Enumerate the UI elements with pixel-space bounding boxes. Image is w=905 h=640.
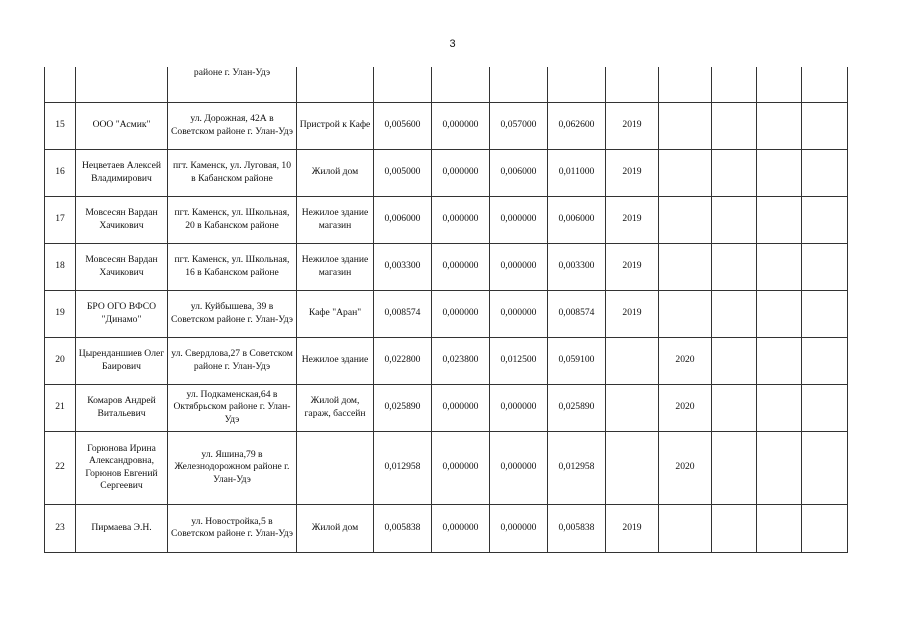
table-row (45, 149, 848, 196)
value-3-cell: 0,006000 (490, 149, 548, 196)
empty-cell (712, 149, 757, 196)
year-2019-cell: 2019 (606, 196, 659, 243)
row-number-cell: 23 (45, 504, 76, 552)
row-number-cell: 15 (45, 102, 76, 149)
empty-cell (757, 384, 802, 431)
empty-cell (757, 290, 802, 337)
object-type-cell: Жилой дом (297, 504, 374, 552)
empty-cell (802, 243, 848, 290)
empty-cell (712, 384, 757, 431)
year-2019-cell (606, 337, 659, 384)
value-2-cell: 0,000000 (432, 102, 490, 149)
address-cell: ул. Новостройка,5 в Советском районе г. Улан-Удэ (168, 504, 297, 552)
address-cell: пгт. Каменск, ул. Школьная, 16 в Кабанском районе (168, 243, 297, 290)
value-3-cell: 0,000000 (490, 290, 548, 337)
row-number-cell: 20 (45, 337, 76, 384)
empty-cell (802, 149, 848, 196)
value-3-cell: 0,057000 (490, 102, 548, 149)
owner-cell: Цыренданшиев Олег Баирович (76, 337, 168, 384)
owner-cell: БРО ОГО ВФСО "Динамо" (76, 290, 168, 337)
total-value-cell: 0,025890 (548, 384, 606, 431)
year-2019-cell: 2019 (606, 504, 659, 552)
year-2019-cell (606, 384, 659, 431)
empty-cell (802, 431, 848, 504)
value-1-cell: 0,005600 (374, 102, 432, 149)
value-1-cell: 0,005838 (374, 504, 432, 552)
empty-cell (712, 431, 757, 504)
total-value-cell: 0,006000 (548, 196, 606, 243)
year-2020-cell (659, 504, 712, 552)
value-3-cell: 0,000000 (490, 384, 548, 431)
value-3-cell: 0,000000 (490, 243, 548, 290)
value-1-cell: 0,025890 (374, 384, 432, 431)
table-row (45, 196, 848, 243)
total-value-cell: 0,003300 (548, 243, 606, 290)
empty-cell (712, 290, 757, 337)
row-number-cell: 16 (45, 149, 76, 196)
year-2019-cell (606, 67, 659, 102)
table-row (45, 384, 848, 431)
object-type-cell: Жилой дом, гараж, бассейн (297, 384, 374, 431)
owner-cell: Нецветаев Алексей Владимирович (76, 149, 168, 196)
value-2-cell: 0,000000 (432, 149, 490, 196)
value-1-cell: 0,006000 (374, 196, 432, 243)
row-number-cell: 22 (45, 431, 76, 504)
empty-cell (712, 102, 757, 149)
empty-cell (802, 384, 848, 431)
row-number-cell: 21 (45, 384, 76, 431)
row-number-cell: 18 (45, 243, 76, 290)
value-3-cell: 0,012500 (490, 337, 548, 384)
table-row (45, 504, 848, 552)
value-2-cell (432, 67, 490, 102)
empty-cell (802, 504, 848, 552)
empty-cell (802, 67, 848, 102)
empty-cell (802, 196, 848, 243)
total-value-cell: 0,012958 (548, 431, 606, 504)
year-2020-cell (659, 149, 712, 196)
total-value-cell: 0,062600 (548, 102, 606, 149)
value-3-cell: 0,000000 (490, 504, 548, 552)
value-2-cell: 0,000000 (432, 290, 490, 337)
table-row (45, 290, 848, 337)
object-type-cell: Пристрой к Кафе (297, 102, 374, 149)
object-type-cell (297, 67, 374, 102)
owner-cell: ООО "Асмик" (76, 102, 168, 149)
owner-cell: Мовсесян Вардан Хачикович (76, 243, 168, 290)
empty-cell (802, 337, 848, 384)
table-row (45, 102, 848, 149)
address-cell: ул. Подкаменская,64 в Октябрьском районе г. Улан-Удэ (168, 384, 297, 431)
empty-cell (757, 504, 802, 552)
address-cell: районе г. Улан-Удэ (168, 67, 297, 102)
value-2-cell: 0,000000 (432, 243, 490, 290)
address-cell: пгт. Каменск, ул. Школьная, 20 в Кабанском районе (168, 196, 297, 243)
owner-cell: Горюнова Ирина Александровна, Горюнов Евгений Сергеевич (76, 431, 168, 504)
year-2020-cell (659, 290, 712, 337)
object-type-cell: Нежилое здание (297, 337, 374, 384)
object-type-cell: Нежилое здание магазин (297, 243, 374, 290)
registry-table (44, 67, 848, 553)
address-cell: ул. Яшина,79 в Железнодорожном районе г. Улан-Удэ (168, 431, 297, 504)
value-2-cell: 0,000000 (432, 196, 490, 243)
empty-cell (757, 243, 802, 290)
empty-cell (802, 102, 848, 149)
empty-cell (757, 196, 802, 243)
year-2019-cell (606, 431, 659, 504)
year-2020-cell: 2020 (659, 384, 712, 431)
value-2-cell: 0,023800 (432, 337, 490, 384)
total-value-cell (548, 67, 606, 102)
empty-cell (757, 102, 802, 149)
year-2019-cell: 2019 (606, 149, 659, 196)
year-2019-cell: 2019 (606, 243, 659, 290)
row-number-cell (45, 67, 76, 102)
value-1-cell: 0,022800 (374, 337, 432, 384)
address-cell: ул. Дорожная, 42А в Советском районе г. Улан-Удэ (168, 102, 297, 149)
value-1-cell: 0,008574 (374, 290, 432, 337)
address-cell: ул. Свердлова,27 в Советском районе г. Улан-Удэ (168, 337, 297, 384)
empty-cell (757, 149, 802, 196)
owner-cell (76, 67, 168, 102)
year-2020-cell (659, 102, 712, 149)
year-2019-cell: 2019 (606, 290, 659, 337)
value-2-cell: 0,000000 (432, 504, 490, 552)
empty-cell (757, 337, 802, 384)
total-value-cell: 0,011000 (548, 149, 606, 196)
value-1-cell: 0,012958 (374, 431, 432, 504)
owner-cell: Пирмаева Э.Н. (76, 504, 168, 552)
year-2020-cell: 2020 (659, 431, 712, 504)
page-number: 3 (449, 38, 456, 50)
empty-cell (802, 290, 848, 337)
object-type-cell (297, 431, 374, 504)
owner-cell: Мовсесян Вардан Хачикович (76, 196, 168, 243)
table-row (45, 243, 848, 290)
value-2-cell: 0,000000 (432, 384, 490, 431)
value-1-cell (374, 67, 432, 102)
value-3-cell: 0,000000 (490, 196, 548, 243)
object-type-cell: Нежилое здание магазин (297, 196, 374, 243)
empty-cell (757, 67, 802, 102)
year-2019-cell: 2019 (606, 102, 659, 149)
value-3-cell (490, 67, 548, 102)
empty-cell (757, 431, 802, 504)
value-2-cell: 0,000000 (432, 431, 490, 504)
year-2020-cell (659, 243, 712, 290)
table-row (45, 67, 848, 102)
object-type-cell: Жилой дом (297, 149, 374, 196)
row-number-cell: 19 (45, 290, 76, 337)
value-1-cell: 0,003300 (374, 243, 432, 290)
empty-cell (712, 243, 757, 290)
total-value-cell: 0,008574 (548, 290, 606, 337)
empty-cell (712, 67, 757, 102)
value-1-cell: 0,005000 (374, 149, 432, 196)
address-cell: пгт. Каменск, ул. Луговая, 10 в Кабанском районе (168, 149, 297, 196)
value-3-cell: 0,000000 (490, 431, 548, 504)
row-number-cell: 17 (45, 196, 76, 243)
table-row (45, 337, 848, 384)
year-2020-cell (659, 196, 712, 243)
empty-cell (712, 337, 757, 384)
owner-cell: Комаров Андрей Витальевич (76, 384, 168, 431)
empty-cell (712, 504, 757, 552)
object-type-cell: Кафе "Аран" (297, 290, 374, 337)
year-2020-cell (659, 67, 712, 102)
total-value-cell: 0,005838 (548, 504, 606, 552)
table-body (45, 67, 848, 552)
table-row (45, 431, 848, 504)
total-value-cell: 0,059100 (548, 337, 606, 384)
empty-cell (712, 196, 757, 243)
address-cell: ул. Куйбышева, 39 в Советском районе г. Улан-Удэ (168, 290, 297, 337)
year-2020-cell: 2020 (659, 337, 712, 384)
